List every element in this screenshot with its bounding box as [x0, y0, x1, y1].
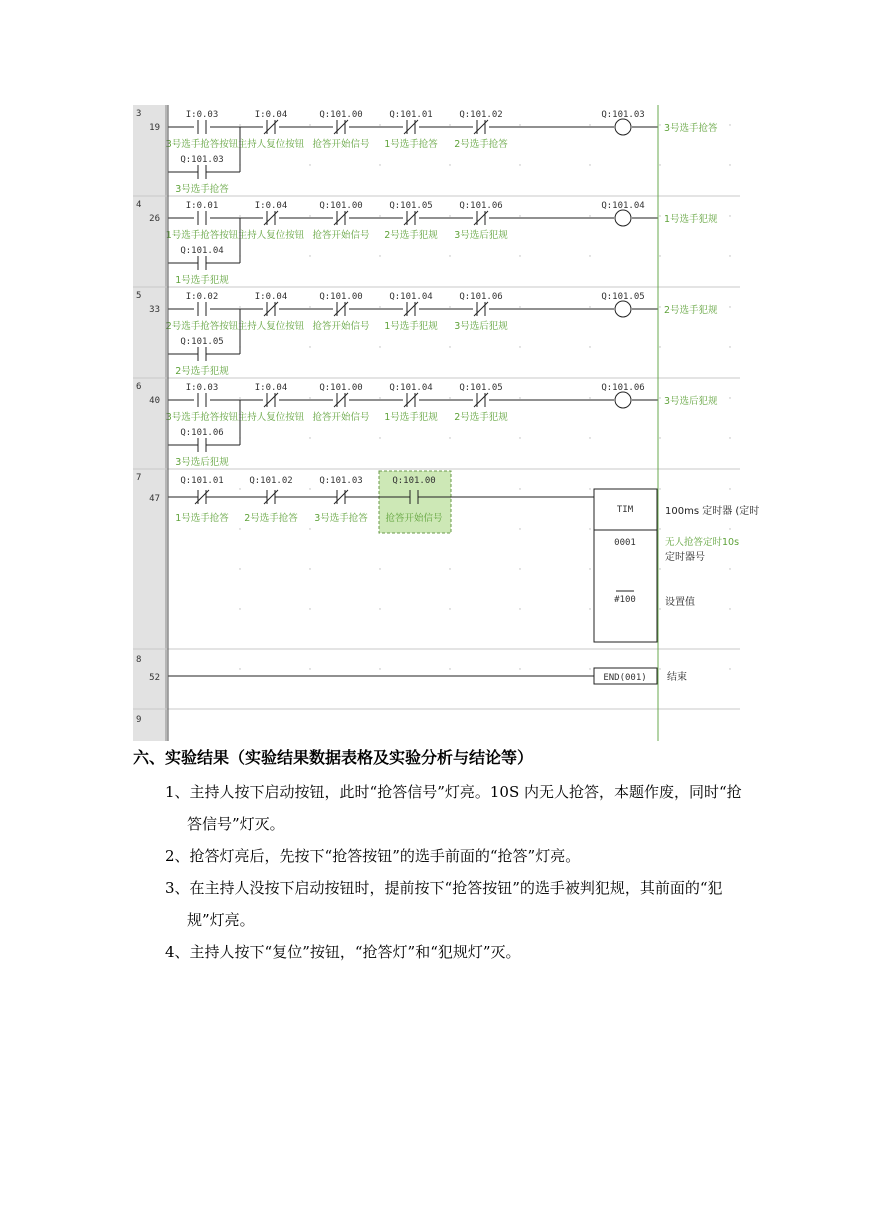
contact-address: Q:101.01	[180, 476, 224, 486]
end-instruction: END(001)	[603, 673, 647, 683]
contact-label: 抢答开始信号	[312, 321, 370, 332]
contact-label: 1号选手抢答按钮	[165, 230, 239, 241]
contact-address: I:0.03	[185, 110, 219, 120]
timer-set-value: #100	[614, 595, 636, 605]
rung-number: 7	[136, 473, 142, 483]
contact-label: 主持人复位按钮	[237, 139, 305, 150]
timer-number: 0001	[614, 538, 636, 548]
contact-address: Q:101.04	[180, 246, 224, 256]
timer-comment: 无人抢答定时10s	[665, 537, 740, 548]
contact-address: Q:101.05	[180, 337, 224, 347]
step-number: 19	[149, 123, 160, 133]
ladder-rung-end	[133, 655, 740, 709]
step-number: 40	[149, 396, 160, 406]
contact-label: 1号选手抢答	[175, 513, 229, 524]
output-coil	[615, 301, 631, 317]
contact-address: Q:101.06	[459, 292, 503, 302]
contact-label: 抢答开始信号	[312, 412, 370, 423]
ladder-rung	[133, 291, 740, 378]
contact-address: Q:101.00	[319, 110, 363, 120]
timer-number-label: 定时器号	[665, 552, 705, 563]
step-number: 52	[149, 673, 160, 683]
contact-address: Q:101.04	[389, 383, 433, 393]
timer-description: 100ms 定时器 (定时	[665, 506, 760, 517]
rung-number: 3	[136, 109, 142, 119]
contact-address: Q:101.00	[319, 383, 363, 393]
coil-address: Q:101.03	[601, 110, 645, 120]
contact-label: 2号选手抢答	[454, 139, 508, 150]
contact-address: I:0.01	[185, 201, 219, 211]
coil-address: Q:101.05	[601, 292, 645, 302]
contact-address: I:0.04	[254, 110, 288, 120]
experiment-results	[133, 746, 753, 968]
contact-label: 3号选手抢答	[175, 184, 229, 195]
contact-address: Q:101.06	[459, 201, 503, 211]
contact-address: I:0.04	[254, 201, 288, 211]
results-list	[133, 776, 753, 968]
contact-label: 2号选手犯规	[175, 366, 229, 377]
contact-address: Q:101.03	[180, 155, 224, 165]
ladder-rung-timer	[133, 471, 759, 649]
rung-number: 9	[136, 715, 142, 725]
contact-label: 1号选手犯规	[175, 275, 229, 286]
contact-label: 2号选手犯规	[384, 230, 438, 241]
contact-address: Q:101.00	[392, 476, 436, 486]
results-heading: 六、实验结果（实验结果数据表格及实验分析与结论等）	[133, 748, 534, 767]
contact-label: 主持人复位按钮	[237, 321, 305, 332]
contact-label: 3号选后犯规	[454, 230, 508, 241]
contact-address: Q:101.05	[459, 383, 503, 393]
contact-label: 2号选手抢答按钮	[165, 321, 239, 332]
result-item: 4、主持人按下“复位”按钮，“抢答灯”和“犯规灯”灭。	[165, 943, 521, 961]
contact-label: 3号选手抢答	[314, 513, 368, 524]
contact-address: Q:101.02	[249, 476, 293, 486]
contact-address: Q:101.05	[389, 201, 433, 211]
contact-label: 2号选手犯规	[454, 412, 508, 423]
contact-address: Q:101.03	[319, 476, 363, 486]
contact-label: 3号选手抢答按钮	[165, 412, 239, 423]
step-number: 33	[149, 305, 160, 315]
contact-label: 3号选后犯规	[175, 457, 229, 468]
result-item: 2、抢答灯亮后，先按下“抢答按钮”的选手前面的“抢答”灯亮。	[165, 847, 581, 865]
contact-label: 3号选后犯规	[454, 321, 508, 332]
contact-address: Q:101.02	[459, 110, 503, 120]
output-coil	[615, 119, 631, 135]
rung-number: 6	[136, 382, 142, 392]
contact-label: 2号选手抢答	[244, 513, 298, 524]
contact-address: I:0.04	[254, 383, 288, 393]
timer-set-label: 设置值	[665, 597, 695, 608]
ladder-rung	[133, 382, 740, 469]
result-item: 1、主持人按下启动按钮，此时“抢答信号”灯亮。10S 内无人抢答，本题作废，同时“抢答信号”灯灭。	[165, 783, 742, 833]
contact-label: 1号选手抢答	[384, 139, 438, 150]
end-description: 结束	[667, 672, 687, 683]
contact-label: 主持人复位按钮	[237, 412, 305, 423]
contact-label: 抢答开始信号	[312, 139, 370, 150]
contact-label: 3号选手抢答按钮	[165, 139, 239, 150]
rung-number: 5	[136, 291, 142, 301]
contact-address: Q:101.04	[389, 292, 433, 302]
output-coil	[615, 210, 631, 226]
contact-address: Q:101.00	[319, 292, 363, 302]
contact-label: 1号选手犯规	[384, 412, 438, 423]
contact-address: I:0.02	[185, 292, 219, 302]
coil-label: 3号选后犯规	[664, 396, 718, 407]
rung-number: 8	[136, 655, 142, 665]
coil-label: 1号选手犯规	[664, 214, 718, 225]
contact-label: 抢答开始信号	[312, 230, 370, 241]
contact-label: 主持人复位按钮	[237, 230, 305, 241]
ladder-rung	[133, 109, 740, 196]
contact-label: 1号选手犯规	[384, 321, 438, 332]
contact-address: Q:101.00	[319, 201, 363, 211]
ladder-rung-empty	[136, 715, 141, 725]
coil-label: 3号选手抢答	[664, 123, 718, 134]
ladder-rung	[133, 200, 740, 287]
contact-address: Q:101.01	[389, 110, 433, 120]
coil-address: Q:101.04	[601, 201, 645, 211]
contact-address: I:0.04	[254, 292, 288, 302]
coil-label: 2号选手犯规	[664, 305, 718, 316]
timer-instruction: TIM	[616, 505, 634, 515]
result-item: 3、在主持人没按下启动按钮时，提前按下“抢答按钮”的选手被判犯规，其前面的“犯规”灯亮。	[165, 879, 723, 929]
contact-address: Q:101.06	[180, 428, 224, 438]
step-number: 26	[149, 214, 160, 224]
coil-address: Q:101.06	[601, 383, 645, 393]
rung-number: 4	[136, 200, 142, 210]
output-coil	[615, 392, 631, 408]
step-number: 47	[149, 494, 160, 504]
contact-label: 抢答开始信号	[385, 513, 443, 524]
contact-address: I:0.03	[185, 383, 219, 393]
